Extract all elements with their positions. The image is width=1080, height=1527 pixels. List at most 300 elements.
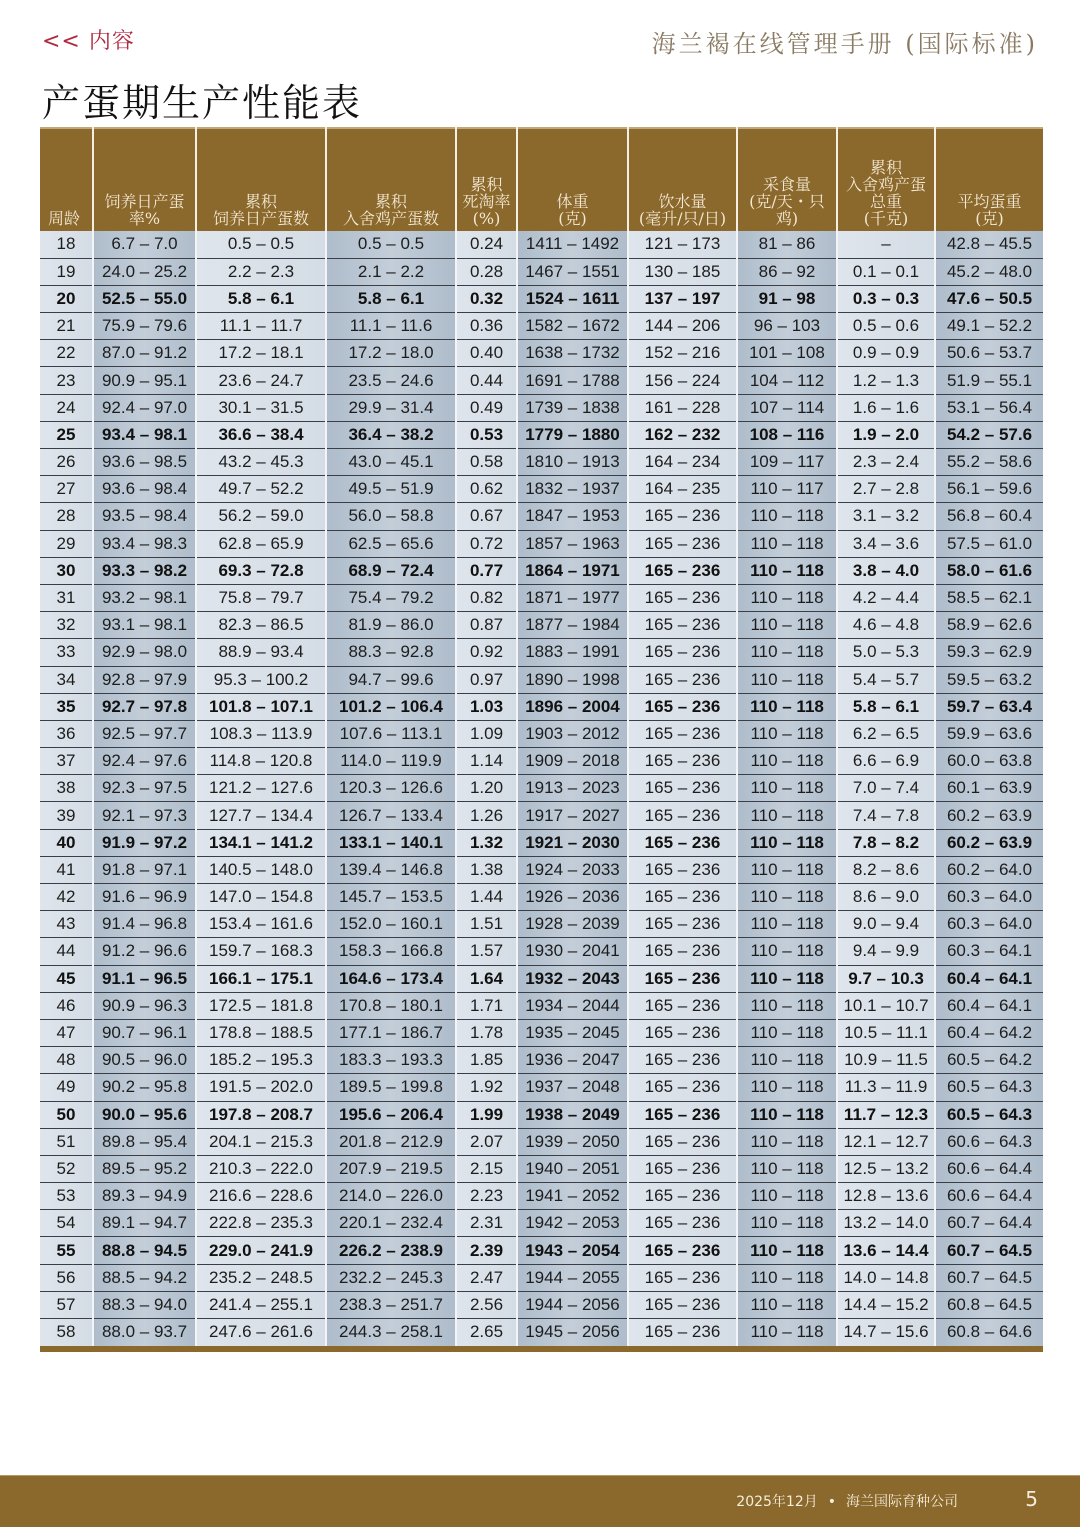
table-cell: 91 – 98 — [737, 285, 837, 312]
table-cell: 49.5 – 51.9 — [326, 476, 456, 503]
table-cell: 165 – 236 — [628, 1074, 737, 1101]
table-row — [40, 856, 1043, 883]
table-cell: 110 – 118 — [737, 1183, 837, 1210]
table-cell: 170.8 – 180.1 — [326, 992, 456, 1019]
footer-info — [736, 1491, 958, 1511]
week-cell: 52 — [40, 1155, 93, 1182]
table-cell: 92.9 – 98.0 — [93, 639, 196, 666]
table-cell: 2.07 — [456, 1128, 517, 1155]
week-cell: 35 — [40, 693, 93, 720]
week-cell: 37 — [40, 748, 93, 775]
column-header: 饮水量 (毫升/只/日) — [628, 128, 737, 231]
table-cell: 1909 – 2018 — [517, 748, 628, 775]
table-cell: 165 – 236 — [628, 992, 737, 1019]
table-cell: 1582 – 1672 — [517, 313, 628, 340]
week-cell: 55 — [40, 1237, 93, 1264]
table-row — [40, 612, 1043, 639]
week-cell: 22 — [40, 340, 93, 367]
table-cell: 235.2 – 248.5 — [196, 1264, 326, 1291]
table-cell: 0.32 — [456, 285, 517, 312]
table-cell: 101.8 – 107.1 — [196, 693, 326, 720]
week-cell: 27 — [40, 476, 93, 503]
table-cell: 58.5 – 62.1 — [935, 584, 1043, 611]
table-cell: 110 – 118 — [737, 1264, 837, 1291]
table-cell: 0.44 — [456, 367, 517, 394]
table-cell: 60.2 – 63.9 — [935, 802, 1043, 829]
table-row — [40, 911, 1043, 938]
table-cell: 159.7 – 168.3 — [196, 938, 326, 965]
table-cell: 6.2 – 6.5 — [837, 720, 935, 747]
table-cell: 110 – 118 — [737, 693, 837, 720]
table-cell: 1.6 – 1.6 — [837, 394, 935, 421]
table-cell: 10.9 – 11.5 — [837, 1047, 935, 1074]
table-cell: 165 – 236 — [628, 1291, 737, 1318]
week-cell: 47 — [40, 1019, 93, 1046]
table-cell: 1.71 — [456, 992, 517, 1019]
table-cell: 158.3 – 166.8 — [326, 938, 456, 965]
table-cell: 110 – 118 — [737, 503, 837, 530]
table-cell: 165 – 236 — [628, 1128, 737, 1155]
table-cell: 165 – 236 — [628, 1210, 737, 1237]
table-cell: 60.8 – 64.5 — [935, 1291, 1043, 1318]
table-cell: 152 – 216 — [628, 340, 737, 367]
table-cell: 0.87 — [456, 612, 517, 639]
table-cell: 30.1 – 31.5 — [196, 394, 326, 421]
table-cell: 247.6 – 261.6 — [196, 1319, 326, 1346]
table-cell: 88.3 – 94.0 — [93, 1291, 196, 1318]
table-cell: 0.82 — [456, 584, 517, 611]
table-cell: 232.2 – 245.3 — [326, 1264, 456, 1291]
table-cell: 56.1 – 59.6 — [935, 476, 1043, 503]
table-cell: 1928 – 2039 — [517, 911, 628, 938]
table-cell: 0.9 – 0.9 — [837, 340, 935, 367]
table-row — [40, 1183, 1043, 1210]
table-cell: 210.3 – 222.0 — [196, 1155, 326, 1182]
table-cell: 2.7 – 2.8 — [837, 476, 935, 503]
table-cell: 162 – 232 — [628, 421, 737, 448]
table-cell: 45.2 – 48.0 — [935, 258, 1043, 285]
table-cell: 60.6 – 64.3 — [935, 1128, 1043, 1155]
table-cell: 93.6 – 98.5 — [93, 449, 196, 476]
table-cell: 197.8 – 208.7 — [196, 1101, 326, 1128]
table-cell: 60.7 – 64.5 — [935, 1237, 1043, 1264]
table-cell: 93.3 – 98.2 — [93, 557, 196, 584]
table-cell: 60.2 – 64.0 — [935, 856, 1043, 883]
table-cell: 81 – 86 — [737, 231, 837, 258]
table-cell: 1938 – 2049 — [517, 1101, 628, 1128]
week-cell: 18 — [40, 231, 93, 258]
table-cell: 53.1 – 56.4 — [935, 394, 1043, 421]
table-row — [40, 1319, 1043, 1346]
table-row — [40, 938, 1043, 965]
table-cell: 165 – 236 — [628, 911, 737, 938]
table-cell: 60.5 – 64.3 — [935, 1074, 1043, 1101]
table-cell: 110 – 118 — [737, 584, 837, 611]
table-cell: 152.0 – 160.1 — [326, 911, 456, 938]
column-header: 累积 入舍鸡产蛋 总重 (千克) — [837, 128, 935, 231]
table-cell: 0.67 — [456, 503, 517, 530]
week-cell: 50 — [40, 1101, 93, 1128]
table-cell: 1.78 — [456, 1019, 517, 1046]
table-cell: 110 – 118 — [737, 1210, 837, 1237]
table-row — [40, 367, 1043, 394]
table-cell: 60.6 – 64.4 — [935, 1183, 1043, 1210]
table-row — [40, 394, 1043, 421]
week-cell: 29 — [40, 530, 93, 557]
table-cell: 165 – 236 — [628, 1101, 737, 1128]
table-cell: 1871 – 1977 — [517, 584, 628, 611]
table-cell: 110 – 118 — [737, 856, 837, 883]
table-cell: 107.6 – 113.1 — [326, 720, 456, 747]
table-cell: 164 – 235 — [628, 476, 737, 503]
table-cell: 10.1 – 10.7 — [837, 992, 935, 1019]
table-cell: 0.72 — [456, 530, 517, 557]
table-cell: 0.49 — [456, 394, 517, 421]
table-cell: 2.65 — [456, 1319, 517, 1346]
week-cell: 54 — [40, 1210, 93, 1237]
table-cell: 88.3 – 92.8 — [326, 639, 456, 666]
week-cell: 23 — [40, 367, 93, 394]
table-cell: 0.92 — [456, 639, 517, 666]
table-cell: 93.5 – 98.4 — [93, 503, 196, 530]
table-cell: 88.9 – 93.4 — [196, 639, 326, 666]
table-cell: 89.8 – 95.4 — [93, 1128, 196, 1155]
table-cell: 177.1 – 186.7 — [326, 1019, 456, 1046]
table-row — [40, 530, 1043, 557]
table-cell: 1921 – 2030 — [517, 829, 628, 856]
table-cell: 110 – 118 — [737, 612, 837, 639]
table-cell: 1903 – 2012 — [517, 720, 628, 747]
table-cell: 137 – 197 — [628, 285, 737, 312]
table-cell: 165 – 236 — [628, 775, 737, 802]
table-cell: 3.1 – 3.2 — [837, 503, 935, 530]
column-header: 采食量 (克/天・只 鸡) — [737, 128, 837, 231]
table-cell: 1467 – 1551 — [517, 258, 628, 285]
table-cell: 86 – 92 — [737, 258, 837, 285]
table-cell: 60.6 – 64.4 — [935, 1155, 1043, 1182]
contents-back-link[interactable]: << 内容 — [42, 29, 135, 54]
week-cell: 28 — [40, 503, 93, 530]
table-cell: 127.7 – 134.4 — [196, 802, 326, 829]
table-cell: 226.2 – 238.9 — [326, 1237, 456, 1264]
footer-company: 海兰国际育种公司 — [846, 1494, 958, 1510]
table-bottom-rule — [40, 1346, 1043, 1352]
table-cell: 1924 – 2033 — [517, 856, 628, 883]
table-cell: 110 – 118 — [737, 884, 837, 911]
table-cell: 60.2 – 63.9 — [935, 829, 1043, 856]
table-cell: 108.3 – 113.9 — [196, 720, 326, 747]
table-cell: 1943 – 2054 — [517, 1237, 628, 1264]
table-cell: 0.24 — [456, 231, 517, 258]
table-cell: 1857 – 1963 — [517, 530, 628, 557]
table-cell: 8.6 – 9.0 — [837, 884, 935, 911]
table-cell: 43.0 – 45.1 — [326, 449, 456, 476]
table-row — [40, 1291, 1043, 1318]
table-cell: 7.4 – 7.8 — [837, 802, 935, 829]
table-cell: 165 – 236 — [628, 693, 737, 720]
table-cell: 1691 – 1788 — [517, 367, 628, 394]
table-cell: 165 – 236 — [628, 530, 737, 557]
table-cell: 60.1 – 63.9 — [935, 775, 1043, 802]
table-cell: 1937 – 2048 — [517, 1074, 628, 1101]
week-cell: 24 — [40, 394, 93, 421]
table-header-row — [40, 128, 1043, 231]
table-cell: 1.99 — [456, 1101, 517, 1128]
table-cell: 165 – 236 — [628, 802, 737, 829]
table-cell: 110 – 118 — [737, 1074, 837, 1101]
table-cell: 216.6 – 228.6 — [196, 1183, 326, 1210]
table-row — [40, 584, 1043, 611]
table-cell: 1810 – 1913 — [517, 449, 628, 476]
table-cell: 5.8 – 6.1 — [837, 693, 935, 720]
week-cell: 48 — [40, 1047, 93, 1074]
table-cell: 110 – 118 — [737, 965, 837, 992]
table-cell: 107 – 114 — [737, 394, 837, 421]
table-cell: 91.6 – 96.9 — [93, 884, 196, 911]
table-cell: 36.6 – 38.4 — [196, 421, 326, 448]
table-cell: 1864 – 1971 — [517, 557, 628, 584]
week-cell: 49 — [40, 1074, 93, 1101]
table-cell: 1936 – 2047 — [517, 1047, 628, 1074]
table-cell: 59.9 – 63.6 — [935, 720, 1043, 747]
table-cell: 87.0 – 91.2 — [93, 340, 196, 367]
table-row — [40, 693, 1043, 720]
table-cell: 0.5 – 0.6 — [837, 313, 935, 340]
table-cell: 110 – 118 — [737, 1128, 837, 1155]
table-cell: 110 – 118 — [737, 1047, 837, 1074]
table-cell: 165 – 236 — [628, 965, 737, 992]
table-cell: 110 – 117 — [737, 476, 837, 503]
table-cell: 5.8 – 6.1 — [196, 285, 326, 312]
table-cell: 50.6 – 53.7 — [935, 340, 1043, 367]
table-cell: 165 – 236 — [628, 1047, 737, 1074]
table-cell: 92.5 – 97.7 — [93, 720, 196, 747]
table-cell: 1940 – 2051 — [517, 1155, 628, 1182]
table-cell: 0.5 – 0.5 — [196, 231, 326, 258]
table-cell: 95.3 – 100.2 — [196, 666, 326, 693]
table-cell: 75.4 – 79.2 — [326, 584, 456, 611]
table-cell: 92.8 – 97.9 — [93, 666, 196, 693]
table-cell: 17.2 – 18.1 — [196, 340, 326, 367]
table-cell: 229.0 – 241.9 — [196, 1237, 326, 1264]
table-cell: 9.7 – 10.3 — [837, 965, 935, 992]
table-cell: 59.3 – 62.9 — [935, 639, 1043, 666]
table-cell: 166.1 – 175.1 — [196, 965, 326, 992]
table-row — [40, 884, 1043, 911]
table-cell: 60.5 – 64.3 — [935, 1101, 1043, 1128]
table-cell: 60.7 – 64.5 — [935, 1264, 1043, 1291]
week-cell: 41 — [40, 856, 93, 883]
table-cell: 10.5 – 11.1 — [837, 1019, 935, 1046]
table-cell: 6.6 – 6.9 — [837, 748, 935, 775]
week-cell: 32 — [40, 612, 93, 639]
table-cell: 114.8 – 120.8 — [196, 748, 326, 775]
table-cell: 62.8 – 65.9 — [196, 530, 326, 557]
table-cell: 23.5 – 24.6 — [326, 367, 456, 394]
table-cell: 120.3 – 126.6 — [326, 775, 456, 802]
table-row — [40, 476, 1043, 503]
table-cell: 81.9 – 86.0 — [326, 612, 456, 639]
page-footer — [0, 1475, 1080, 1527]
table-cell: 1913 – 2023 — [517, 775, 628, 802]
week-cell: 39 — [40, 802, 93, 829]
table-cell: 1638 – 1732 — [517, 340, 628, 367]
table-cell: 165 – 236 — [628, 856, 737, 883]
table-cell: 165 – 236 — [628, 557, 737, 584]
table-cell: 165 – 236 — [628, 720, 737, 747]
table-cell: 1941 – 2052 — [517, 1183, 628, 1210]
table-cell: 52.5 – 55.0 — [93, 285, 196, 312]
table-cell: 165 – 236 — [628, 612, 737, 639]
table-cell: 165 – 236 — [628, 1019, 737, 1046]
table-cell: 29.9 – 31.4 — [326, 394, 456, 421]
table-cell: 1896 – 2004 — [517, 693, 628, 720]
table-row — [40, 1237, 1043, 1264]
week-cell: 53 — [40, 1183, 93, 1210]
table-cell: 7.0 – 7.4 — [837, 775, 935, 802]
table-cell: 1847 – 1953 — [517, 503, 628, 530]
page-title: 产蛋期生产性能表 — [42, 81, 363, 125]
table-cell: 110 – 118 — [737, 1319, 837, 1346]
table-cell: 7.8 – 8.2 — [837, 829, 935, 856]
table-cell: 165 – 236 — [628, 884, 737, 911]
table-cell: 90.9 – 95.1 — [93, 367, 196, 394]
table-cell: 49.7 – 52.2 — [196, 476, 326, 503]
table-cell: 214.0 – 226.0 — [326, 1183, 456, 1210]
week-cell: 38 — [40, 775, 93, 802]
table-cell: 101.2 – 106.4 — [326, 693, 456, 720]
table-cell: 2.15 — [456, 1155, 517, 1182]
table-cell: 14.0 – 14.8 — [837, 1264, 935, 1291]
table-cell: 145.7 – 153.5 — [326, 884, 456, 911]
week-cell: 45 — [40, 965, 93, 992]
table-cell: 165 – 236 — [628, 1183, 737, 1210]
table-cell: 165 – 236 — [628, 1155, 737, 1182]
week-cell: 56 — [40, 1264, 93, 1291]
table-row — [40, 313, 1043, 340]
table-cell: 91.2 – 96.6 — [93, 938, 196, 965]
table-cell: 12.8 – 13.6 — [837, 1183, 935, 1210]
table-cell: 110 – 118 — [737, 557, 837, 584]
table-cell: 0.53 — [456, 421, 517, 448]
table-cell: 1524 – 1611 — [517, 285, 628, 312]
table-cell: 207.9 – 219.5 — [326, 1155, 456, 1182]
table-cell: 244.3 – 258.1 — [326, 1319, 456, 1346]
table-cell: 92.1 – 97.3 — [93, 802, 196, 829]
table-cell: 5.8 – 6.1 — [326, 285, 456, 312]
table-cell: 60.3 – 64.1 — [935, 938, 1043, 965]
table-cell: 82.3 – 86.5 — [196, 612, 326, 639]
table-cell: 88.8 – 94.5 — [93, 1237, 196, 1264]
laying-performance-table — [40, 127, 1043, 1346]
table-cell: 90.7 – 96.1 — [93, 1019, 196, 1046]
table-row — [40, 231, 1043, 258]
table-cell: 1832 – 1937 — [517, 476, 628, 503]
table-cell: 75.8 – 79.7 — [196, 584, 326, 611]
performance-table-container — [40, 127, 1043, 1352]
table-cell: 0.97 — [456, 666, 517, 693]
column-header: 累积 入舍鸡产蛋数 — [326, 128, 456, 231]
table-cell: 110 – 118 — [737, 775, 837, 802]
table-cell: 110 – 118 — [737, 992, 837, 1019]
table-cell: 0.3 – 0.3 — [837, 285, 935, 312]
table-row — [40, 1264, 1043, 1291]
table-cell: 139.4 – 146.8 — [326, 856, 456, 883]
table-cell: 1944 – 2055 — [517, 1264, 628, 1291]
week-cell: 40 — [40, 829, 93, 856]
table-cell: 1739 – 1838 — [517, 394, 628, 421]
table-cell: 110 – 118 — [737, 1155, 837, 1182]
table-cell: 89.1 – 94.7 — [93, 1210, 196, 1237]
table-cell: 47.6 – 50.5 — [935, 285, 1043, 312]
table-cell: 58.9 – 62.6 — [935, 612, 1043, 639]
table-cell: 60.4 – 64.1 — [935, 992, 1043, 1019]
table-cell: 36.4 – 38.2 — [326, 421, 456, 448]
table-row — [40, 639, 1043, 666]
week-cell: 33 — [40, 639, 93, 666]
table-cell: 56.2 – 59.0 — [196, 503, 326, 530]
table-cell: 11.3 – 11.9 — [837, 1074, 935, 1101]
table-cell: 59.7 – 63.4 — [935, 693, 1043, 720]
table-cell: 2.23 — [456, 1183, 517, 1210]
table-cell: 1779 – 1880 — [517, 421, 628, 448]
table-cell: 1932 – 2043 — [517, 965, 628, 992]
table-cell: 130 – 185 — [628, 258, 737, 285]
table-cell: 3.4 – 3.6 — [837, 530, 935, 557]
column-header: 饲养日产蛋 率% — [93, 128, 196, 231]
table-body — [40, 231, 1043, 1346]
table-cell: 110 – 118 — [737, 1019, 837, 1046]
table-cell: 110 – 118 — [737, 1291, 837, 1318]
table-cell: 24.0 – 25.2 — [93, 258, 196, 285]
table-cell: 2.31 — [456, 1210, 517, 1237]
table-cell: 2.3 – 2.4 — [837, 449, 935, 476]
table-cell: 110 – 118 — [737, 666, 837, 693]
week-cell: 44 — [40, 938, 93, 965]
table-cell: 43.2 – 45.3 — [196, 449, 326, 476]
table-cell: 60.3 – 64.0 — [935, 911, 1043, 938]
table-cell: 1.85 — [456, 1047, 517, 1074]
table-cell: 17.2 – 18.0 — [326, 340, 456, 367]
table-cell: 165 – 236 — [628, 1237, 737, 1264]
week-cell: 30 — [40, 557, 93, 584]
table-row — [40, 340, 1043, 367]
table-cell: 9.0 – 9.4 — [837, 911, 935, 938]
table-cell: 93.4 – 98.3 — [93, 530, 196, 557]
table-cell: 110 – 118 — [737, 829, 837, 856]
table-cell: 60.8 – 64.6 — [935, 1319, 1043, 1346]
table-cell: 23.6 – 24.7 — [196, 367, 326, 394]
table-cell: 165 – 236 — [628, 1319, 737, 1346]
table-row — [40, 748, 1043, 775]
table-cell: 91.8 – 97.1 — [93, 856, 196, 883]
table-cell: 1.14 — [456, 748, 517, 775]
week-cell: 42 — [40, 884, 93, 911]
table-cell: 0.5 – 0.5 — [326, 231, 456, 258]
table-cell: 126.7 – 133.4 — [326, 802, 456, 829]
week-cell: 26 — [40, 449, 93, 476]
table-cell: 165 – 236 — [628, 666, 737, 693]
column-header: 累积 饲养日产蛋数 — [196, 128, 326, 231]
table-cell: 1883 – 1991 — [517, 639, 628, 666]
table-cell: 91.1 – 96.5 — [93, 965, 196, 992]
table-cell: 92.3 – 97.5 — [93, 775, 196, 802]
table-cell: 88.5 – 94.2 — [93, 1264, 196, 1291]
table-cell: 191.5 – 202.0 — [196, 1074, 326, 1101]
table-cell: 1.09 — [456, 720, 517, 747]
table-cell: 13.6 – 14.4 — [837, 1237, 935, 1264]
table-cell: 92.4 – 97.6 — [93, 748, 196, 775]
